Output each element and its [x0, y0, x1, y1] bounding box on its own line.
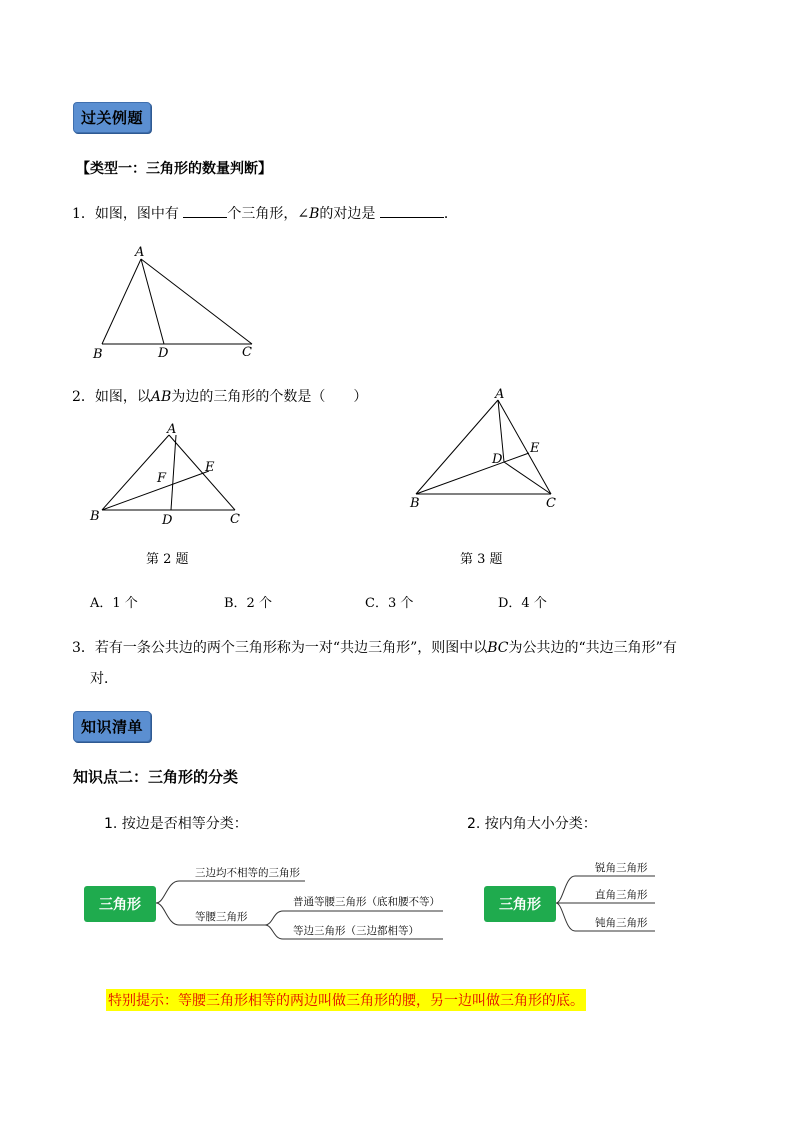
q3-segment-be — [416, 453, 529, 494]
q2-option-d[interactable]: D．4 个 — [498, 596, 547, 611]
q3-text-a: 若有一条公共边的两个三角形称为一对“共边三角形”，则图中以 — [94, 640, 488, 656]
q1-label-d: D — [158, 346, 169, 361]
q3-figure-caption: 第 3 题 — [460, 552, 503, 567]
kp2-heading: 知识点二：三角形的分类 — [73, 768, 239, 786]
mm-angle-item-1: 锐角三角形 — [595, 862, 648, 874]
q2-label-e: E — [205, 460, 215, 475]
q3-label-c: C — [546, 496, 556, 511]
q1-label-b: B — [93, 347, 103, 362]
q2-label-f: F — [157, 471, 167, 486]
section-badge-knowledge: 知识清单 — [73, 711, 151, 742]
type1-heading: 【类型一：三角形的数量判断】 — [76, 161, 272, 177]
q3-label-e: E — [530, 441, 540, 456]
q3-text-b: 为公共边的“共边三角形”有 — [508, 640, 677, 656]
q2-option-c[interactable]: C．3 个 — [365, 596, 414, 611]
q2-option-b[interactable]: B．2 个 — [224, 596, 272, 611]
mm-side-line-1 — [156, 881, 305, 903]
q2-segment-be — [102, 471, 209, 510]
mm-side-line-3 — [265, 911, 443, 925]
q3-seg: BC — [487, 640, 509, 656]
special-hint: 特别提示：等腰三角形相等的两边叫做三角形的腰，另一边叫做三角形的底。 — [106, 989, 586, 1011]
q1-text-b: 个三角形，∠ — [227, 206, 310, 222]
q2-label-d: D — [162, 513, 173, 528]
q2-option-a[interactable]: A．1 个 — [90, 596, 138, 611]
mm-side-sub-1: 普通等腰三角形（底和腰不等） — [293, 896, 440, 908]
q3-segment-ac — [498, 400, 551, 494]
mindmap-angle-branches — [555, 855, 665, 945]
question-3 — [72, 637, 732, 657]
q1-blank-opposite[interactable] — [380, 203, 444, 218]
q2-seg: AB — [150, 389, 172, 405]
q3-figure — [400, 383, 570, 513]
q2-text-b: 为边的三角形的个数是（ ） — [171, 389, 368, 405]
section-badge-examples: 过关例题 — [73, 102, 151, 133]
q1-text-a: 如图，图中有 — [94, 206, 179, 222]
q3-label-b: B — [410, 496, 420, 511]
question-2 — [72, 386, 367, 406]
mm-side-item-1: 三边均不相等的三角形 — [195, 867, 300, 879]
q3-text-c: 对． — [90, 671, 118, 687]
q2-number: 2． — [72, 389, 95, 405]
q1-blank-count[interactable] — [183, 203, 227, 218]
q2-figure — [85, 418, 255, 530]
q1-segment-ac — [141, 259, 252, 344]
q2-label-c: C — [230, 512, 240, 527]
mindmap-side-root: 三角形 — [84, 886, 156, 922]
q1-text-c: 的对边是 — [319, 206, 376, 222]
q3-label-d: D — [492, 452, 503, 467]
q1-segment-ab — [102, 259, 141, 344]
q2-segment-ad — [171, 435, 176, 510]
q2-segment-ac — [169, 435, 235, 510]
question-1 — [72, 203, 458, 223]
q3-segment-ab — [416, 400, 498, 494]
q1-figure — [85, 240, 275, 365]
kp2-by-angle-title: 2. 按内角大小分类： — [467, 816, 597, 832]
q2-label-b: B — [90, 509, 100, 524]
mm-side-sub-2: 等边三角形（三边都相等） — [293, 925, 419, 937]
q1-number: 1． — [72, 206, 95, 222]
q1-segment-ad — [141, 259, 164, 344]
mm-side-item-2: 等腰三角形 — [195, 911, 248, 923]
q1-text-end: ． — [443, 206, 458, 222]
q3-label-a: A — [495, 387, 505, 402]
mm-angle-item-2: 直角三角形 — [595, 889, 648, 901]
q1-angle-var: B — [309, 206, 320, 222]
q3-segment-dc — [504, 462, 551, 494]
mindmap-angle-root: 三角形 — [484, 886, 556, 922]
q1-label-c: C — [242, 345, 252, 360]
mm-angle-item-3: 钝角三角形 — [595, 917, 648, 929]
mindmap-side-branches — [155, 855, 455, 945]
q3-number: 3． — [72, 640, 95, 656]
q1-label-a: A — [135, 245, 145, 260]
q2-text-a: 如图，以 — [94, 389, 151, 405]
q2-figure-caption: 第 2 题 — [146, 552, 189, 567]
q2-label-a: A — [167, 422, 177, 437]
kp2-by-side-title: 1. 按边是否相等分类： — [104, 816, 248, 832]
